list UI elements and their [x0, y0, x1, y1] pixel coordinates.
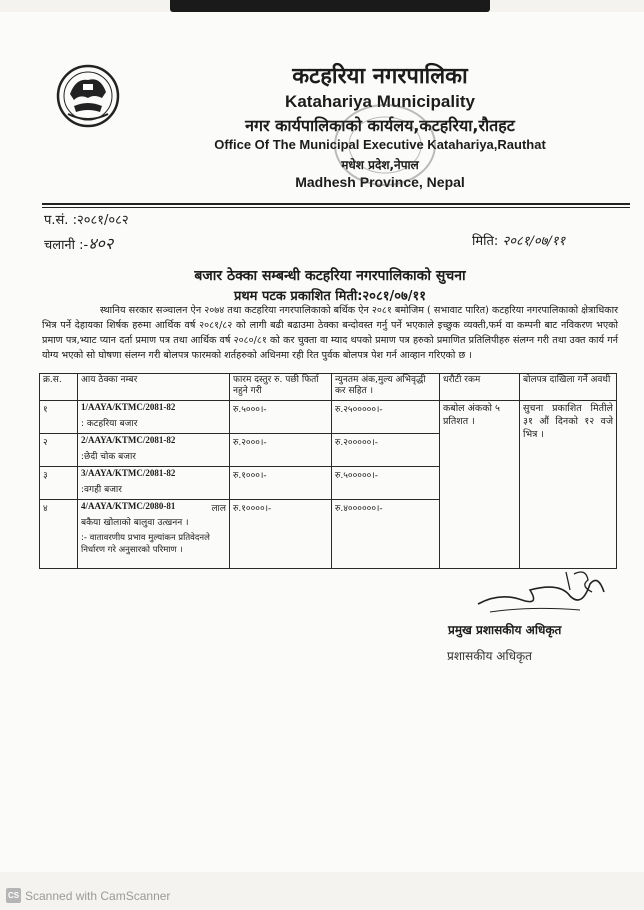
dispatch-number: चलानी :-४०२ [44, 234, 114, 253]
office-name-en: Office Of The Municipal Executive Katahariya,Rauthat [214, 137, 546, 152]
header-sn: क्र.स. [40, 374, 78, 401]
scanner-watermark: CS Scanned with CamScanner [7, 888, 171, 903]
deposit-cell: कबोल अंकको ५ प्रतिशत । [440, 401, 520, 569]
table-row: ४ 4/AAYA/KTMC/2080-81 लाल बकैया खोलाको बालुवा उत्खनन । :- वातावरणीय प्रभाव मुल्यांकन प्रतिवेदनले निर्धारण गरे अनुसारको परिमाण । रु.१००००।- रु.४००००००।- [40, 500, 617, 569]
municipality-name-en: Katahariya Municipality [285, 92, 475, 111]
table-row: १ 1/AAYA/KTMC/2081-82 : कटहरिया बजार रु.५०००।- रु.२५०००००।- कबोल अंकको ५ प्रतिशत । सुचना प्रकाशित मितीले ३१ औं दिनको १२ वजे भित्र । [40, 401, 617, 434]
signatory-stamp: प्रशासकीय अधिकृत [447, 649, 533, 663]
notice-body: स्थानिय सरकार सञ्चालन ऐन २०७४ तथा कटहरिया नगरपालिकाको बर्थिक ऐन २०८१ बमोजिम ( सभावाट पारित) कटहरिया नगरपालिकाको क्षेत्राधिकार भित्र पर्ने देहायका शिर्षक हरुमा आर्थिक वर्ष २०८१/८२ को लागी बढी बढाउमा ठेक्का बन्दोवस्त गर्नु पर्ने भएकाले इच्छुक व्यक्ती,फर्म वा कम्पनी बाट नविकरण भएको प्रमाण पत्र,भ्याट प्यान दर्ता प्रमाण पत्र तथा आर्थिक वर्ष २०८०/८१ को कर चुक्ता वा म्याद थपको प्रमाण पत्र हरुको प्रमाणित प्रतिलिपीहरु संलग्न गरी तथा उक्त कार्य गर्न योग्य भएको सो घोषणा संलग्न गरी बोलपत्र फारमको शर्तहरुको अधिनमा रही रित पुर्वक बोलपत्र पेश गर्न आव्हान गरिएको छ । [42, 305, 618, 361]
notice-subtitle: प्रथम पटक प्रकाशित मिती:२०८१/०७/११ [233, 289, 427, 304]
header-deposit: धरौटी रकम [440, 374, 520, 401]
tender-table [39, 373, 617, 569]
camscanner-logo-icon: CS [6, 888, 21, 903]
office-name-np: नगर कार्यपालिकाको कार्यलय,कटहरिया,रौतहट [245, 116, 515, 135]
notice-title: बजार ठेक्का सम्बन्धी कटहरिया नगरपालिकाको सुचना [194, 268, 466, 284]
round-stamp-icon [330, 100, 440, 190]
header-min-amount: न्युनतम अंक,मुल्य अभिवृद्धी कर सहित । [332, 374, 440, 401]
municipality-name-np: कटहरिया नगरपालिका [292, 64, 468, 89]
handwritten-signature [470, 562, 620, 622]
table-row: ३ 3/AAYA/KTMC/2081-82 :वगही बजार रु.१०००।- रु.५०००००।- [40, 467, 617, 500]
province-np: मधेश प्रदेश,नेपाल [341, 158, 419, 172]
header-rule [42, 203, 630, 205]
municipality-emblem [56, 64, 120, 128]
header-rule-thin [42, 207, 630, 208]
table-header-row [40, 374, 617, 401]
header-form-fee: फारम दस्तुर रु. पछी फिर्ता नहुने गरी [230, 374, 332, 401]
period-cell: सुचना प्रकाशित मितीले ३१ औं दिनको १२ वजे भित्र । [520, 401, 617, 569]
province-en: Madhesh Province, Nepal [295, 174, 465, 190]
scan-edge-bar [170, 0, 490, 12]
table-row: २ 2/AAYA/KTMC/2081-82 :छेदी चोक बजार रु.२०००।- रु.२०००००।- [40, 434, 617, 467]
issue-date: मिति: २०८१/०७/११ [472, 234, 566, 249]
reference-number: प.सं. :२०८१/०८२ [44, 213, 129, 228]
header-contract-no: आय ठेक्का नम्बर [78, 374, 230, 401]
header-period: बोलपत्र दाखिला गर्ने अवधी [520, 374, 617, 401]
signatory-title: प्रमुख प्रशासकीय अधिकृत [448, 623, 562, 637]
